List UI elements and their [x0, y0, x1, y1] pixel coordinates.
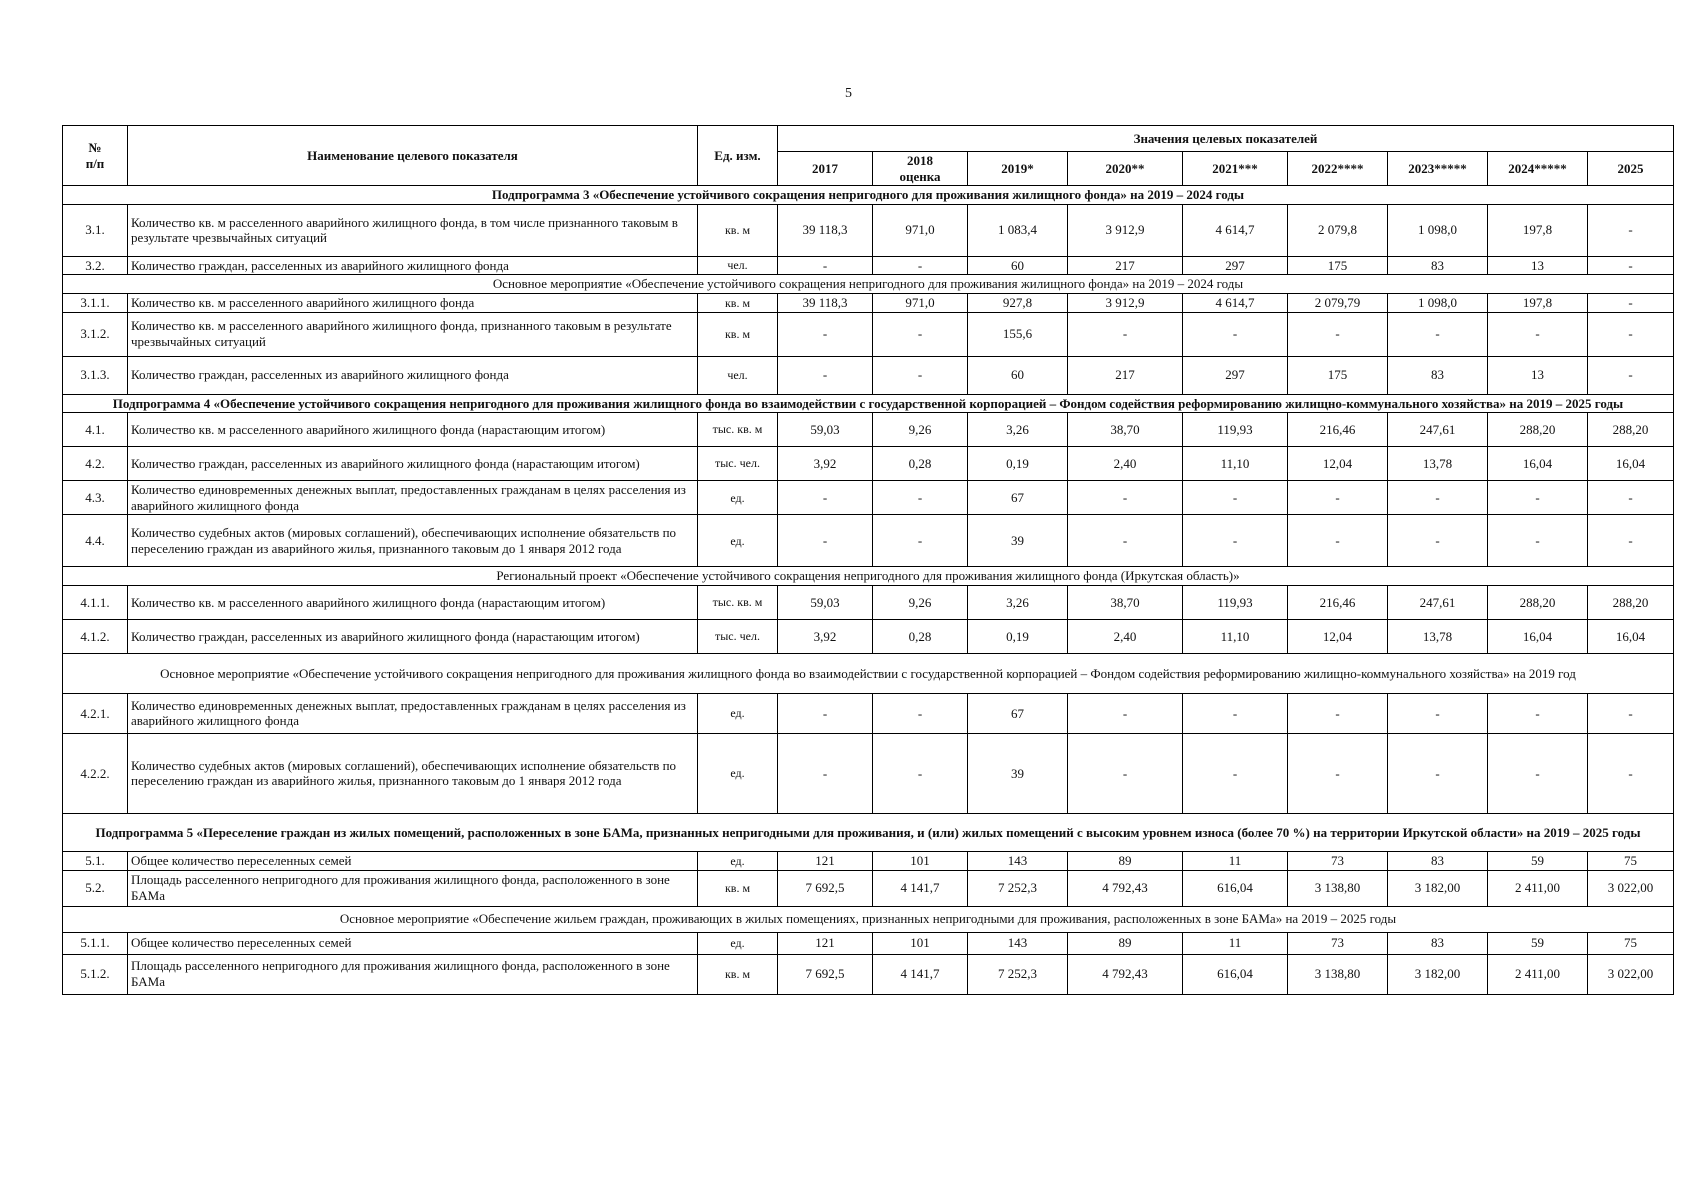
value-cell: -	[873, 356, 968, 394]
value-cell: -	[873, 693, 968, 733]
section-title: Основное мероприятие «Обеспечение устойчивого сокращения непригодного для проживания жилищного фонда» на 2019 – 2024 годы	[63, 275, 1674, 294]
value-cell: -	[1183, 481, 1288, 515]
value-cell: 1 098,0	[1388, 293, 1488, 312]
value-cell: 197,8	[1488, 293, 1588, 312]
value-cell: -	[778, 733, 873, 813]
value-cell: -	[873, 515, 968, 567]
value-cell: 216,46	[1288, 413, 1388, 447]
value-cell: 39	[968, 733, 1068, 813]
value-cell: 971,0	[873, 204, 968, 256]
indicator-name: Количество граждан, расселенных из аварийного жилищного фонда	[128, 356, 698, 394]
header-year: 2022****	[1288, 152, 1388, 186]
value-cell: 12,04	[1288, 619, 1388, 653]
value-cell: 927,8	[968, 293, 1068, 312]
value-cell: 13	[1488, 256, 1588, 275]
value-cell: -	[778, 256, 873, 275]
row-number: 5.1.2.	[63, 954, 128, 994]
indicator-name: Общее количество переселенных семей	[128, 932, 698, 954]
unit-cell: чел.	[698, 356, 778, 394]
value-cell: -	[1068, 481, 1183, 515]
value-cell: -	[1588, 733, 1674, 813]
value-cell: -	[1488, 481, 1588, 515]
value-cell: 7 252,3	[968, 870, 1068, 906]
value-cell: 288,20	[1588, 413, 1674, 447]
unit-cell: кв. м	[698, 312, 778, 356]
value-cell: 217	[1068, 256, 1183, 275]
row-number: 3.1.	[63, 204, 128, 256]
header-num: № п/п	[63, 126, 128, 186]
value-cell: 7 692,5	[778, 870, 873, 906]
value-cell: 1 083,4	[968, 204, 1068, 256]
value-cell: -	[873, 312, 968, 356]
section-row	[63, 394, 1674, 413]
value-cell: 39	[968, 515, 1068, 567]
value-cell: -	[1388, 515, 1488, 567]
value-cell: 67	[968, 693, 1068, 733]
value-cell: 2,40	[1068, 447, 1183, 481]
table-row	[63, 693, 1674, 733]
value-cell: -	[873, 733, 968, 813]
value-cell: -	[1288, 515, 1388, 567]
value-cell: 3 138,80	[1288, 870, 1388, 906]
value-cell: 59,03	[778, 585, 873, 619]
value-cell: 60	[968, 256, 1068, 275]
value-cell: -	[1183, 693, 1288, 733]
header-year: 2025	[1588, 152, 1674, 186]
value-cell: 2 411,00	[1488, 870, 1588, 906]
value-cell: 3,26	[968, 585, 1068, 619]
row-number: 4.3.	[63, 481, 128, 515]
header-year: 2018 оценка	[873, 152, 968, 186]
row-number: 3.1.1.	[63, 293, 128, 312]
value-cell: 288,20	[1488, 585, 1588, 619]
unit-cell: кв. м	[698, 954, 778, 994]
value-cell: -	[1588, 204, 1674, 256]
table-row	[63, 256, 1674, 275]
row-number: 3.1.3.	[63, 356, 128, 394]
value-cell: 217	[1068, 356, 1183, 394]
value-cell: 11,10	[1183, 619, 1288, 653]
unit-cell: тыс. чел.	[698, 447, 778, 481]
indicator-name: Площадь расселенного непригодного для проживания жилищного фонда, расположенного в зоне БАМа	[128, 954, 698, 994]
value-cell: 3 182,00	[1388, 870, 1488, 906]
section-title: Региональный проект «Обеспечение устойчивого сокращения непригодного для проживания жилищного фонда (Иркутская область)»	[63, 567, 1674, 586]
value-cell: 616,04	[1183, 870, 1288, 906]
value-cell: -	[1183, 312, 1288, 356]
value-cell: -	[778, 356, 873, 394]
unit-cell: кв. м	[698, 204, 778, 256]
value-cell: -	[1068, 693, 1183, 733]
value-cell: 0,19	[968, 447, 1068, 481]
value-cell: 11,10	[1183, 447, 1288, 481]
value-cell: -	[1388, 693, 1488, 733]
value-cell: -	[1183, 733, 1288, 813]
value-cell: 89	[1068, 851, 1183, 870]
table-row	[63, 851, 1674, 870]
row-number: 5.2.	[63, 870, 128, 906]
value-cell: -	[873, 481, 968, 515]
value-cell: 288,20	[1488, 413, 1588, 447]
table-row	[63, 619, 1674, 653]
value-cell: 143	[968, 932, 1068, 954]
value-cell: 3,92	[778, 619, 873, 653]
unit-cell: ед.	[698, 693, 778, 733]
value-cell: 9,26	[873, 413, 968, 447]
value-cell: -	[1388, 312, 1488, 356]
target-indicators-table	[62, 125, 1674, 995]
value-cell: 16,04	[1588, 619, 1674, 653]
indicator-name: Количество судебных актов (мировых соглашений), обеспечивающих исполнение обязательств по переселению граждан из аварийного жилья, признанного таковым до 1 января 2012 года	[128, 515, 698, 567]
section-title: Подпрограмма 4 «Обеспечение устойчивого сокращения непригодного для проживания жилищного фонда во взаимодействии с государственной корпорацией – Фондом содействия реформированию жилищно-коммунального хозяйства» на 2019 – 2025 годы	[63, 394, 1674, 413]
row-number: 4.2.2.	[63, 733, 128, 813]
table-row	[63, 447, 1674, 481]
value-cell: 143	[968, 851, 1068, 870]
value-cell: 3 022,00	[1588, 870, 1674, 906]
unit-cell: ед.	[698, 733, 778, 813]
section-row	[63, 653, 1674, 693]
value-cell: 616,04	[1183, 954, 1288, 994]
indicator-name: Количество единовременных денежных выплат, предоставленных гражданам в целях расселения из аварийного жилищного фонда	[128, 693, 698, 733]
value-cell: 4 141,7	[873, 954, 968, 994]
value-cell: -	[1588, 293, 1674, 312]
value-cell: -	[778, 693, 873, 733]
value-cell: 2 411,00	[1488, 954, 1588, 994]
value-cell: -	[1588, 515, 1674, 567]
section-title: Подпрограмма 3 «Обеспечение устойчивого сокращения непригодного для проживания жилищного фонда» на 2019 – 2024 годы	[63, 186, 1674, 205]
value-cell: 3 138,80	[1288, 954, 1388, 994]
value-cell: -	[1588, 356, 1674, 394]
value-cell: 38,70	[1068, 585, 1183, 619]
table-row	[63, 356, 1674, 394]
value-cell: 121	[778, 932, 873, 954]
value-cell: 39 118,3	[778, 204, 873, 256]
table-row	[63, 293, 1674, 312]
value-cell: 197,8	[1488, 204, 1588, 256]
header-year: 2019*	[968, 152, 1068, 186]
value-cell: 175	[1288, 256, 1388, 275]
indicator-name: Количество кв. м расселенного аварийного жилищного фонда	[128, 293, 698, 312]
value-cell: -	[1588, 481, 1674, 515]
section-row	[63, 275, 1674, 294]
row-number: 4.1.	[63, 413, 128, 447]
value-cell: 12,04	[1288, 447, 1388, 481]
value-cell: 4 614,7	[1183, 204, 1288, 256]
row-number: 3.1.2.	[63, 312, 128, 356]
value-cell: 216,46	[1288, 585, 1388, 619]
value-cell: 2 079,8	[1288, 204, 1388, 256]
value-cell: 73	[1288, 932, 1388, 954]
unit-cell: тыс. кв. м	[698, 585, 778, 619]
header-year: 2021***	[1183, 152, 1288, 186]
value-cell: -	[1488, 312, 1588, 356]
value-cell: 59	[1488, 851, 1588, 870]
value-cell: 247,61	[1388, 585, 1488, 619]
value-cell: -	[1488, 693, 1588, 733]
section-title: Подпрограмма 5 «Переселение граждан из жилых помещений, расположенных в зоне БАМа, признанных непригодными для проживания, и (или) жилых помещений с высоким уровнем износа (более 70 %) на территории Иркутской области» на 2019 – 2025 годы	[63, 813, 1674, 851]
header-year: 2017	[778, 152, 873, 186]
value-cell: 3,92	[778, 447, 873, 481]
value-cell: -	[1068, 733, 1183, 813]
value-cell: 16,04	[1488, 619, 1588, 653]
value-cell: 13	[1488, 356, 1588, 394]
row-number: 5.1.	[63, 851, 128, 870]
value-cell: -	[1288, 481, 1388, 515]
row-number: 5.1.1.	[63, 932, 128, 954]
value-cell: -	[1588, 256, 1674, 275]
value-cell: 60	[968, 356, 1068, 394]
value-cell: 0,28	[873, 447, 968, 481]
value-cell: 3 912,9	[1068, 204, 1183, 256]
value-cell: 297	[1183, 356, 1288, 394]
indicator-name: Количество судебных актов (мировых соглашений), обеспечивающих исполнение обязательств по переселению граждан из аварийного жилья, признанного таковым до 1 января 2012 года	[128, 733, 698, 813]
table-row	[63, 312, 1674, 356]
value-cell: 2 079,79	[1288, 293, 1388, 312]
value-cell: 3 022,00	[1588, 954, 1674, 994]
section-row	[63, 906, 1674, 932]
value-cell: 13,78	[1388, 619, 1488, 653]
value-cell: -	[1388, 733, 1488, 813]
value-cell: 101	[873, 932, 968, 954]
value-cell: 59	[1488, 932, 1588, 954]
indicator-name: Количество кв. м расселенного аварийного жилищного фонда (нарастающим итогом)	[128, 413, 698, 447]
value-cell: 297	[1183, 256, 1288, 275]
value-cell: 59,03	[778, 413, 873, 447]
row-number: 4.2.	[63, 447, 128, 481]
value-cell: -	[1488, 515, 1588, 567]
value-cell: 38,70	[1068, 413, 1183, 447]
value-cell: 75	[1588, 851, 1674, 870]
unit-cell: кв. м	[698, 293, 778, 312]
value-cell: -	[1388, 481, 1488, 515]
value-cell: 119,93	[1183, 413, 1288, 447]
value-cell: 9,26	[873, 585, 968, 619]
value-cell: -	[1068, 515, 1183, 567]
value-cell: 4 614,7	[1183, 293, 1288, 312]
value-cell: 75	[1588, 932, 1674, 954]
row-number: 4.1.2.	[63, 619, 128, 653]
value-cell: -	[778, 515, 873, 567]
section-row	[63, 567, 1674, 586]
row-number: 4.2.1.	[63, 693, 128, 733]
page-number: 5	[845, 86, 852, 101]
unit-cell: тыс. кв. м	[698, 413, 778, 447]
row-number: 4.4.	[63, 515, 128, 567]
value-cell: 7 252,3	[968, 954, 1068, 994]
unit-cell: ед.	[698, 481, 778, 515]
value-cell: 7 692,5	[778, 954, 873, 994]
row-number: 3.2.	[63, 256, 128, 275]
value-cell: 16,04	[1588, 447, 1674, 481]
value-cell: 4 141,7	[873, 870, 968, 906]
indicator-name: Количество кв. м расселенного аварийного жилищного фонда, в том числе признанного таковым в результате чрезвычайных ситуаций	[128, 204, 698, 256]
unit-cell: ед.	[698, 932, 778, 954]
value-cell: 16,04	[1488, 447, 1588, 481]
value-cell: 3 912,9	[1068, 293, 1183, 312]
header-name: Наименование целевого показателя	[128, 126, 698, 186]
value-cell: -	[1068, 312, 1183, 356]
value-cell: 73	[1288, 851, 1388, 870]
header-year: 2024*****	[1488, 152, 1588, 186]
value-cell: 175	[1288, 356, 1388, 394]
table-row	[63, 481, 1674, 515]
value-cell: 0,28	[873, 619, 968, 653]
table-row	[63, 733, 1674, 813]
indicator-name: Площадь расселенного непригодного для проживания жилищного фонда, расположенного в зоне БАМа	[128, 870, 698, 906]
value-cell: 67	[968, 481, 1068, 515]
value-cell: 83	[1388, 256, 1488, 275]
value-cell: 1 098,0	[1388, 204, 1488, 256]
value-cell: 11	[1183, 932, 1288, 954]
value-cell: -	[1288, 693, 1388, 733]
header-values-title: Значения целевых показателей	[778, 126, 1674, 152]
value-cell: -	[1288, 733, 1388, 813]
value-cell: -	[1488, 733, 1588, 813]
indicator-name: Количество кв. м расселенного аварийного жилищного фонда (нарастающим итогом)	[128, 585, 698, 619]
value-cell: 39 118,3	[778, 293, 873, 312]
header-year: 2023*****	[1388, 152, 1488, 186]
section-title: Основное мероприятие «Обеспечение устойчивого сокращения непригодного для проживания жилищного фонда во взаимодействии с государственной корпорацией – Фондом содействия реформированию жилищно-коммунального хозяйства» на 2019 год	[63, 653, 1674, 693]
indicator-name: Количество граждан, расселенных из аварийного жилищного фонда	[128, 256, 698, 275]
section-row	[63, 186, 1674, 205]
value-cell: 288,20	[1588, 585, 1674, 619]
row-number: 4.1.1.	[63, 585, 128, 619]
value-cell: 119,93	[1183, 585, 1288, 619]
value-cell: 83	[1388, 932, 1488, 954]
value-cell: 3,26	[968, 413, 1068, 447]
value-cell: 83	[1388, 851, 1488, 870]
unit-cell: ед.	[698, 515, 778, 567]
table-row	[63, 932, 1674, 954]
value-cell: -	[778, 312, 873, 356]
value-cell: 247,61	[1388, 413, 1488, 447]
indicator-name: Общее количество переселенных семей	[128, 851, 698, 870]
unit-cell: тыс. чел.	[698, 619, 778, 653]
value-cell: 83	[1388, 356, 1488, 394]
value-cell: -	[778, 481, 873, 515]
indicator-name: Количество граждан, расселенных из аварийного жилищного фонда (нарастающим итогом)	[128, 619, 698, 653]
value-cell: 971,0	[873, 293, 968, 312]
table-row	[63, 515, 1674, 567]
table-row	[63, 954, 1674, 994]
table-row	[63, 204, 1674, 256]
value-cell: 11	[1183, 851, 1288, 870]
value-cell: -	[873, 256, 968, 275]
section-title: Основное мероприятие «Обеспечение жильем граждан, проживающих в жилых помещениях, признанных непригодными для проживания, расположенных в зоне БАМа» на 2019 – 2025 годы	[63, 906, 1674, 932]
indicator-name: Количество кв. м расселенного аварийного жилищного фонда, признанного таковым в результате чрезвычайных ситуаций	[128, 312, 698, 356]
value-cell: 101	[873, 851, 968, 870]
indicator-name: Количество граждан, расселенных из аварийного жилищного фонда (нарастающим итогом)	[128, 447, 698, 481]
indicator-name: Количество единовременных денежных выплат, предоставленных гражданам в целях расселения из аварийного жилищного фонда	[128, 481, 698, 515]
value-cell: 0,19	[968, 619, 1068, 653]
value-cell: -	[1588, 693, 1674, 733]
value-cell: -	[1588, 312, 1674, 356]
value-cell: 89	[1068, 932, 1183, 954]
value-cell: -	[1183, 515, 1288, 567]
section-row	[63, 813, 1674, 851]
unit-cell: ед.	[698, 851, 778, 870]
value-cell: 2,40	[1068, 619, 1183, 653]
table-row	[63, 413, 1674, 447]
unit-cell: чел.	[698, 256, 778, 275]
value-cell: 4 792,43	[1068, 870, 1183, 906]
value-cell: 155,6	[968, 312, 1068, 356]
unit-cell: кв. м	[698, 870, 778, 906]
value-cell: 13,78	[1388, 447, 1488, 481]
header-unit: Ед. изм.	[698, 126, 778, 186]
value-cell: 121	[778, 851, 873, 870]
value-cell: -	[1288, 312, 1388, 356]
value-cell: 3 182,00	[1388, 954, 1488, 994]
value-cell: 4 792,43	[1068, 954, 1183, 994]
header-year: 2020**	[1068, 152, 1183, 186]
table-row	[63, 870, 1674, 906]
table-row	[63, 585, 1674, 619]
